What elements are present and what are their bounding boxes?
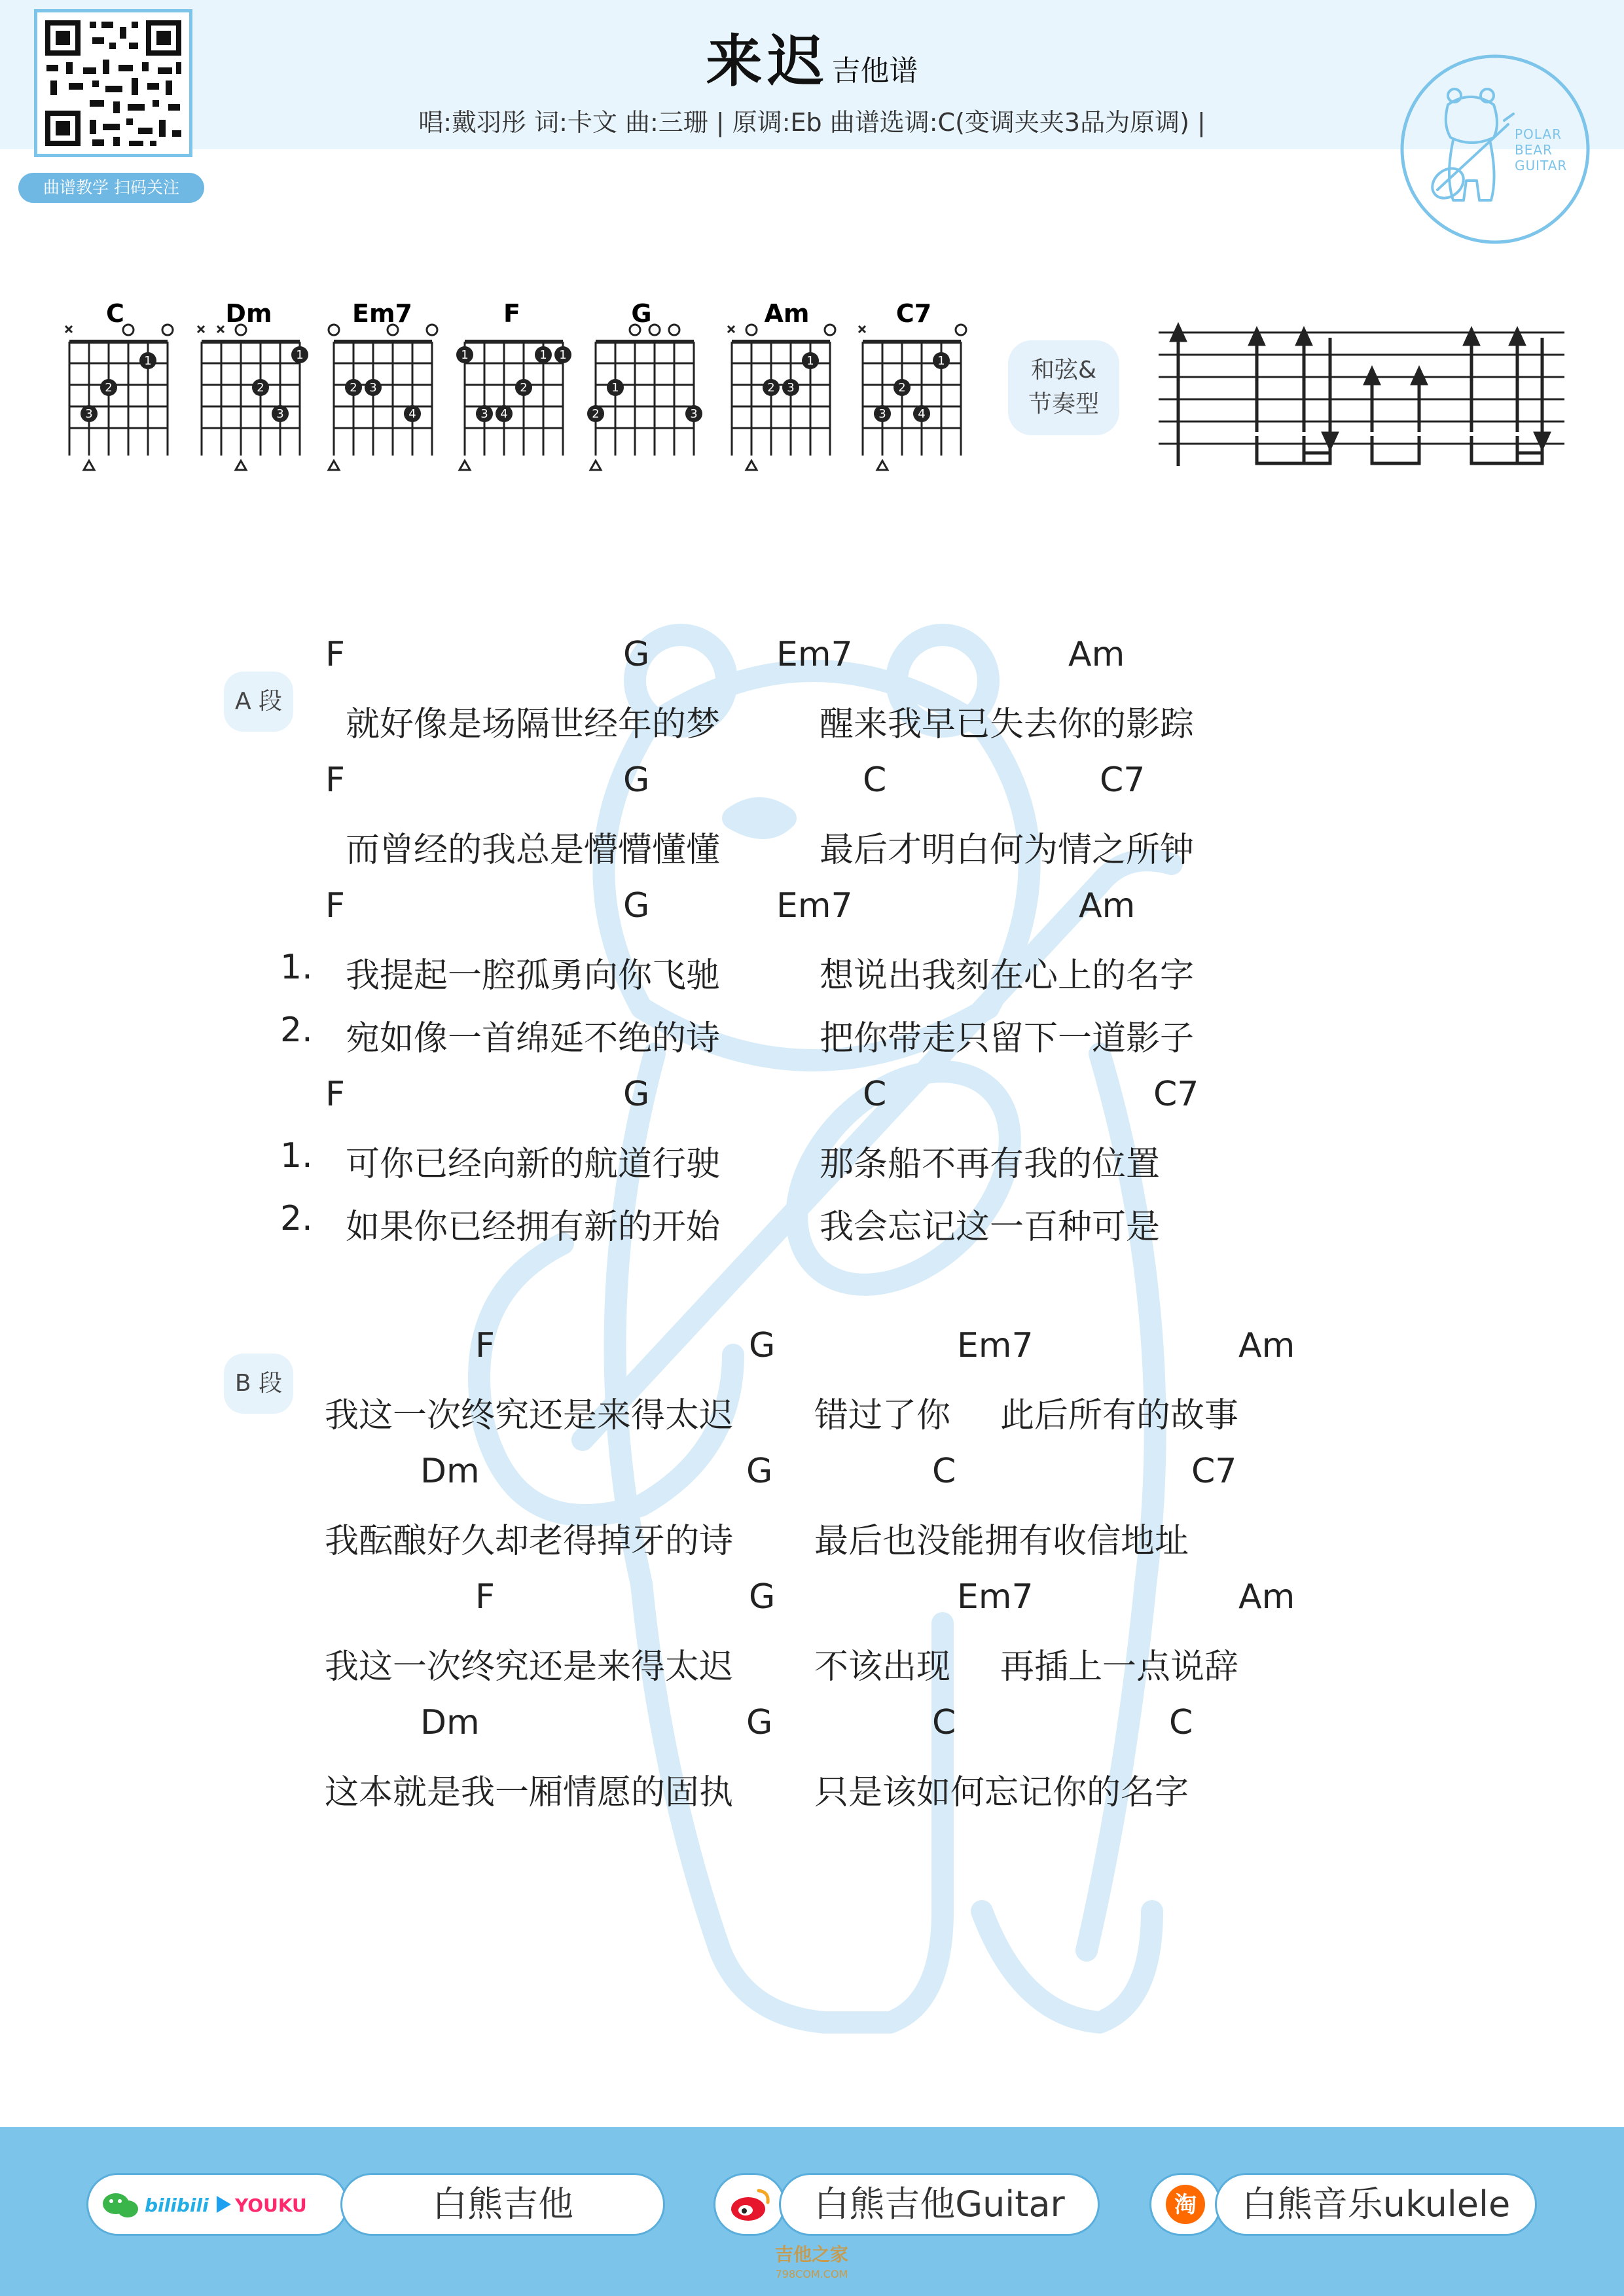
- song-subtitle: 吉他谱: [831, 54, 918, 88]
- chord-label: F: [475, 1577, 495, 1617]
- chord-label: C: [932, 1452, 956, 1491]
- lyric-line: 那条船不再有我的位置: [820, 1145, 1161, 1184]
- svg-text:4: 4: [918, 407, 926, 421]
- chord-name-c: C: [106, 299, 124, 328]
- lyric-line: 最后才明白何为情之所钟: [820, 831, 1195, 870]
- chord-label: C: [863, 761, 887, 800]
- verse-number: 1.: [280, 948, 313, 987]
- chord-diagram-c7: [859, 299, 966, 470]
- lyric-line: 想说出我刻在心上的名字: [820, 956, 1195, 996]
- chord-label: G: [623, 1075, 650, 1114]
- lyric-line: 再插上一点说辞: [1000, 1647, 1239, 1687]
- svg-text:1: 1: [611, 381, 619, 395]
- polar-bear-logo: [1398, 52, 1592, 246]
- lyric-line: 我提起一腔孤勇向你飞驰: [346, 956, 721, 996]
- rhythm-label-line-2: 节奏型: [1028, 391, 1099, 418]
- chord-label: C7: [1100, 761, 1146, 800]
- chord-label: G: [623, 761, 650, 800]
- svg-text:3: 3: [787, 381, 795, 395]
- wechat-icon: [103, 2193, 138, 2217]
- svg-text:3: 3: [480, 407, 488, 421]
- footer-pill-ukulele[interactable]: 白熊音乐ukulele: [1215, 2173, 1537, 2236]
- verse-number: 1.: [280, 1136, 313, 1175]
- chord-name-c7: C7: [895, 299, 932, 328]
- youku-play-icon: [217, 2196, 231, 2213]
- chord-label: C7: [1191, 1452, 1237, 1491]
- svg-text:1: 1: [144, 354, 152, 368]
- weibo-pill[interactable]: [713, 2173, 785, 2236]
- verse-number: 2.: [280, 1199, 313, 1238]
- lyric-line: 如果你已经拥有新的开始: [346, 1208, 721, 1247]
- svg-text:2: 2: [350, 381, 357, 395]
- weibo-icon: [731, 2191, 768, 2221]
- svg-text:1: 1: [559, 348, 567, 362]
- logo-text-bear: BEAR: [1515, 142, 1553, 158]
- footer-pill-weibo[interactable]: 白熊吉他Guitar: [779, 2173, 1100, 2236]
- song-title: 来迟: [706, 29, 829, 94]
- chord-label: Am: [1068, 635, 1125, 674]
- taobao-icon: [1166, 2185, 1205, 2224]
- chord-label: C: [863, 1075, 887, 1114]
- svg-text:2: 2: [105, 381, 113, 395]
- lyric-line: 我这一次终究还是来得太迟: [325, 1647, 734, 1687]
- chord-label: C: [1169, 1703, 1193, 1742]
- chord-label: G: [623, 886, 650, 925]
- chord-label: G: [623, 635, 650, 674]
- chord-label: Em7: [776, 635, 853, 674]
- svg-text:3: 3: [85, 407, 93, 421]
- bear-watermark: [367, 602, 1257, 2062]
- chord-label: G: [749, 1577, 776, 1617]
- svg-text:3: 3: [878, 407, 886, 421]
- bilibili-logo: bilibili: [145, 2195, 209, 2216]
- svg-text:4: 4: [408, 407, 416, 421]
- svg-text:1: 1: [296, 348, 304, 362]
- strum-pattern: [1152, 314, 1571, 475]
- chord-diagram-em7: [329, 299, 437, 470]
- lyric-line: 醒来我早已失去你的影踪: [820, 705, 1195, 744]
- lyric-line: 最后也没能拥有收信地址: [814, 1522, 1189, 1561]
- song-meta: 唱:戴羽彤 词:卡文 曲:三珊 | 原调:Eb 曲谱选调:C(变调夹夹3品为原调) |: [418, 108, 1206, 137]
- taobao-glyph: 淘: [1174, 2192, 1197, 2218]
- svg-text:2: 2: [767, 381, 775, 395]
- svg-text:1: 1: [806, 354, 814, 368]
- chord-label: Dm: [420, 1452, 480, 1491]
- section-b-label: B 段: [224, 1354, 293, 1414]
- svg-text:2: 2: [898, 381, 906, 395]
- rhythm-label: [1008, 340, 1119, 435]
- chord-label: G: [749, 1326, 776, 1365]
- chord-label: F: [475, 1326, 495, 1365]
- svg-text:2: 2: [592, 407, 600, 421]
- chord-label: Am: [1238, 1577, 1295, 1617]
- chord-label: Am: [1079, 886, 1136, 925]
- chord-label: F: [325, 886, 345, 925]
- svg-text:1: 1: [461, 348, 469, 362]
- chord-label: C7: [1153, 1075, 1199, 1114]
- svg-text:2: 2: [257, 381, 264, 395]
- chord-diagram-f: [456, 299, 571, 470]
- chord-diagrams: [52, 296, 982, 476]
- logo-text-guitar: GUITAR: [1515, 158, 1568, 173]
- lyric-line: 不该出现: [814, 1647, 951, 1687]
- chord-diagram-c: [65, 299, 173, 470]
- chord-diagram-g: [587, 299, 702, 470]
- chord-label: Dm: [420, 1703, 480, 1742]
- svg-text:3: 3: [276, 407, 284, 421]
- footer-pill-bear-guitar[interactable]: 白熊吉他: [340, 2173, 665, 2236]
- site-watermark-text: 吉他之家: [774, 2244, 848, 2265]
- lyric-line: 可你已经向新的航道行驶: [346, 1145, 721, 1184]
- chord-label: G: [746, 1452, 773, 1491]
- chord-diagram-dm: [198, 299, 308, 470]
- social-icons-pill[interactable]: [86, 2173, 348, 2236]
- lyric-line: 把你带走只留下一道影子: [820, 1019, 1195, 1058]
- chord-label: C: [932, 1703, 956, 1742]
- chord-label: F: [325, 1075, 345, 1114]
- svg-text:1: 1: [937, 354, 945, 368]
- chord-label: F: [325, 635, 345, 674]
- chord-name-dm: Dm: [225, 299, 272, 328]
- qr-tag: 曲谱教学 扫码关注: [18, 173, 204, 203]
- lyric-line: 只是该如何忘记你的名字: [814, 1773, 1189, 1812]
- svg-text:2: 2: [520, 381, 528, 395]
- lyric-line: 我会忘记这一百种可是: [820, 1208, 1161, 1247]
- lyric-line: 我酝酿好久却老得掉牙的诗: [325, 1522, 734, 1561]
- chord-label: Am: [1238, 1326, 1295, 1365]
- svg-text:4: 4: [500, 407, 508, 421]
- logo-text-polar: POLAR: [1515, 126, 1562, 142]
- chord-name-am: Am: [764, 299, 810, 328]
- lyric-line: 我这一次终究还是来得太迟: [325, 1396, 734, 1435]
- chord-label: G: [746, 1703, 773, 1742]
- chord-name-g: G: [631, 299, 652, 328]
- lyric-line: 而曾经的我总是懵懵懂懂: [346, 831, 721, 870]
- chord-name-em7: Em7: [352, 299, 412, 328]
- taobao-pill[interactable]: [1149, 2173, 1221, 2236]
- lyric-line: 就好像是场隔世经年的梦: [346, 705, 721, 744]
- svg-text:1: 1: [539, 348, 547, 362]
- site-watermark-url: 798COM.COM: [775, 2268, 848, 2280]
- youku-logo: YOUKU: [235, 2195, 307, 2216]
- verse-number: 2.: [280, 1011, 313, 1050]
- lyric-line: 这本就是我一厢情愿的固执: [325, 1773, 734, 1812]
- svg-text:3: 3: [690, 407, 698, 421]
- lyric-line: 宛如像一首绵延不绝的诗: [346, 1019, 721, 1058]
- section-a-label: A 段: [224, 672, 293, 732]
- chord-name-f: F: [503, 299, 520, 328]
- page-title: [0, 16, 1624, 97]
- svg-text:3: 3: [369, 381, 377, 395]
- rhythm-label-line-1: 和弦&: [1030, 357, 1097, 384]
- chord-diagram-am: [728, 299, 835, 470]
- lyric-line: 此后所有的故事: [1000, 1396, 1239, 1435]
- chord-label: F: [325, 761, 345, 800]
- chord-label: Em7: [957, 1326, 1034, 1365]
- chord-label: Em7: [776, 886, 853, 925]
- chord-label: Em7: [957, 1577, 1034, 1617]
- lyric-line: 错过了你: [814, 1396, 951, 1435]
- site-watermark: [759, 2245, 864, 2284]
